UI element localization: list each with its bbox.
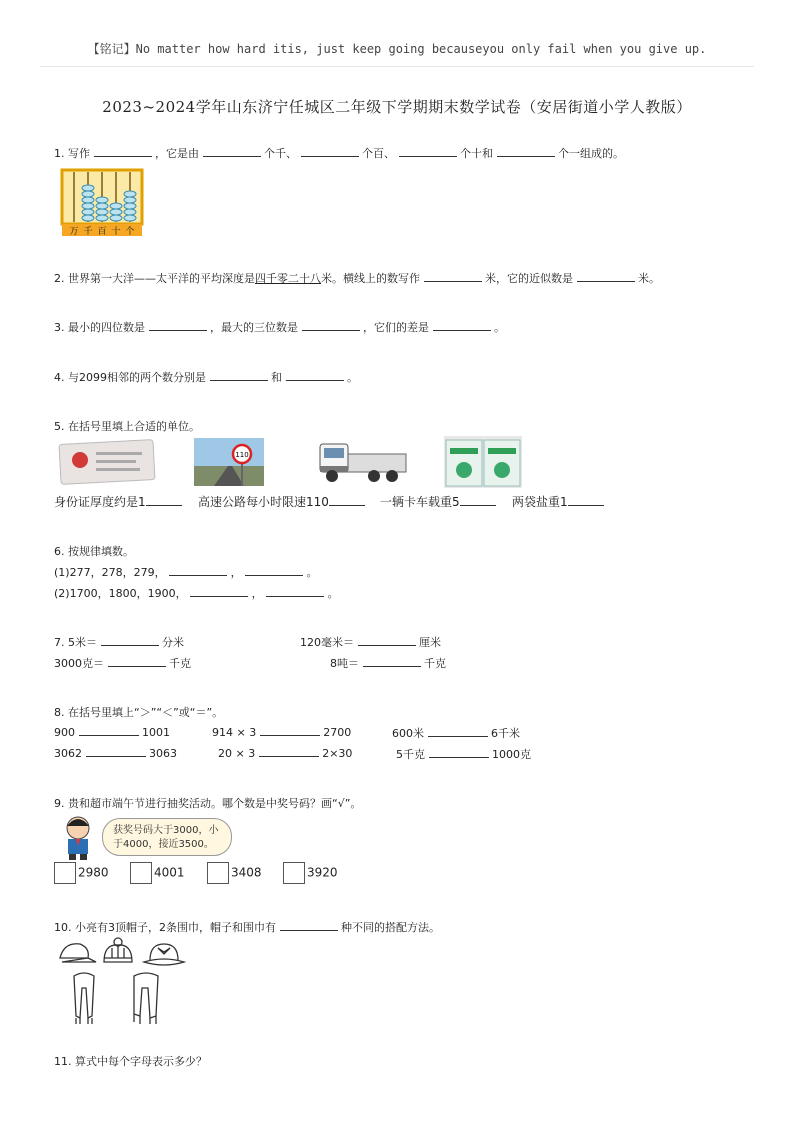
answer-blank[interactable] bbox=[149, 320, 207, 331]
q8-compare bbox=[392, 725, 520, 741]
q2-text: 米。横线上的数写作 bbox=[321, 272, 420, 285]
motto-header: 【铭记】No matter how hard itis, just keep going becauseyou only fail when you give up. bbox=[87, 42, 707, 56]
q8-left: 900 bbox=[54, 726, 75, 739]
q8-right: 6千米 bbox=[491, 727, 520, 740]
q8-compare bbox=[396, 746, 531, 762]
q10-text: 10. 小亮有3顶帽子，2条围巾，帽子和围巾有 bbox=[54, 921, 276, 934]
q6-row-text: (1)277，278，279， bbox=[54, 566, 166, 579]
q7-text: 5米＝ bbox=[68, 636, 97, 649]
q6-separator: ， bbox=[251, 587, 263, 600]
q7-unit: 千克 bbox=[169, 657, 191, 670]
question-7-row-1b bbox=[300, 634, 441, 650]
q7-text: 120毫米＝ bbox=[300, 636, 354, 649]
answer-blank[interactable] bbox=[433, 320, 491, 331]
q6-row-1 bbox=[54, 564, 318, 580]
question-5: 5. 在括号里填上合适的单位。 bbox=[54, 420, 200, 433]
option-label: 3920 bbox=[307, 865, 338, 880]
id-card-image bbox=[58, 438, 156, 486]
q1-text: 1. 写作 bbox=[54, 147, 90, 160]
option-label: 3408 bbox=[231, 865, 262, 880]
option-3408 bbox=[207, 862, 262, 884]
abacus-label: 十 bbox=[111, 227, 121, 237]
answer-blank[interactable] bbox=[146, 495, 182, 506]
q8-left: 914 × 3 bbox=[212, 726, 257, 739]
bubble-text: 获奖号码大于3000，小 bbox=[113, 825, 219, 836]
q7-unit: 厘米 bbox=[419, 636, 441, 649]
q5-item bbox=[512, 493, 604, 510]
q5-item bbox=[198, 493, 365, 510]
q7-text: 3000克＝ bbox=[54, 657, 104, 670]
answer-blank[interactable] bbox=[190, 586, 248, 597]
boy-illustration bbox=[56, 814, 102, 860]
q2-text: 2. 世界第一大洋——太平洋的平均深度是 bbox=[54, 272, 255, 285]
q6-end: 。 bbox=[327, 587, 339, 600]
answer-blank[interactable] bbox=[399, 146, 457, 157]
q6-row-text: (2)1700，1800，1900， bbox=[54, 587, 187, 600]
answer-blank[interactable] bbox=[329, 495, 365, 506]
checkbox[interactable] bbox=[207, 862, 229, 884]
question-7-row-1 bbox=[54, 634, 184, 650]
abacus-label: 个 bbox=[125, 227, 135, 237]
q8-right: 2700 bbox=[323, 726, 352, 739]
abacus-label: 百 bbox=[97, 227, 107, 237]
speed-sign-text: 110 bbox=[235, 451, 249, 459]
answer-blank[interactable] bbox=[568, 495, 604, 506]
q6-separator: ， bbox=[230, 566, 242, 579]
q4-text: 。 bbox=[347, 371, 358, 384]
hats-and-scarves-illustration bbox=[54, 936, 190, 1026]
q1-text: 个一组成的。 bbox=[558, 147, 624, 160]
answer-blank[interactable] bbox=[245, 565, 303, 576]
q5-item-text: 两袋盐重1 bbox=[512, 495, 568, 509]
answer-blank[interactable] bbox=[363, 656, 421, 667]
answer-blank[interactable] bbox=[286, 370, 344, 381]
option-3920 bbox=[283, 862, 338, 884]
q7-text: 8吨＝ bbox=[330, 657, 359, 670]
q5-item-text: 身份证厚度约是1 bbox=[54, 495, 146, 509]
q8-right: 1000克 bbox=[492, 748, 531, 761]
q5-item bbox=[54, 493, 182, 510]
q4-text: 和 bbox=[271, 371, 282, 384]
salt-bags-image bbox=[444, 436, 522, 488]
answer-blank[interactable] bbox=[460, 495, 496, 506]
question-11: 11. 算式中每个字母表示多少？ bbox=[54, 1055, 207, 1068]
q5-item bbox=[380, 493, 496, 510]
abacus-image bbox=[60, 168, 144, 238]
abacus-label: 万 bbox=[69, 227, 79, 237]
question-4 bbox=[54, 369, 358, 385]
question-8: 8. 在括号里填上“＞”“＜”或“＝”。 bbox=[54, 706, 224, 719]
answer-blank[interactable] bbox=[169, 565, 227, 576]
q8-left: 600米 bbox=[392, 727, 424, 740]
answer-blank[interactable] bbox=[101, 635, 159, 646]
answer-blank[interactable] bbox=[280, 920, 338, 931]
q8-right: 3063 bbox=[149, 747, 177, 760]
checkbox[interactable] bbox=[283, 862, 305, 884]
q10-text: 种不同的搭配方法。 bbox=[341, 921, 440, 934]
question-2 bbox=[54, 270, 660, 286]
q3-text: ，最大的三位数是 bbox=[210, 321, 298, 334]
answer-blank[interactable] bbox=[577, 271, 635, 282]
bubble-text: 于4000，接近3500。 bbox=[113, 839, 214, 850]
q1-text: 个百、 bbox=[362, 147, 395, 160]
q1-text: 个十和 bbox=[460, 147, 493, 160]
q8-compare bbox=[54, 746, 177, 760]
q7-label: 7. bbox=[54, 636, 65, 649]
answer-blank[interactable] bbox=[203, 146, 261, 157]
truck-image bbox=[316, 438, 408, 486]
checkbox[interactable] bbox=[130, 862, 152, 884]
q8-left: 3062 bbox=[54, 747, 82, 760]
q5-item-text: 高速公路每小时限速110 bbox=[198, 495, 329, 509]
answer-blank[interactable] bbox=[302, 320, 360, 331]
answer-blank[interactable] bbox=[429, 747, 489, 758]
q6-row-2 bbox=[54, 585, 339, 601]
q1-text: 个千、 bbox=[264, 147, 297, 160]
q8-compare bbox=[54, 725, 170, 739]
q2-text: 米。 bbox=[638, 272, 660, 285]
question-1 bbox=[54, 145, 624, 161]
q5-item-text: 一辆卡车载重5 bbox=[380, 495, 460, 509]
checkbox[interactable] bbox=[54, 862, 76, 884]
option-4001 bbox=[130, 862, 185, 884]
answer-blank[interactable] bbox=[86, 746, 146, 757]
q8-right: 2×30 bbox=[322, 747, 353, 760]
q8-left: 20 × 3 bbox=[218, 747, 256, 760]
question-10 bbox=[54, 919, 440, 935]
abacus-label: 千 bbox=[83, 227, 93, 237]
answer-blank[interactable] bbox=[210, 370, 268, 381]
question-7-row-2b bbox=[330, 655, 446, 671]
highway-sign-image bbox=[194, 438, 264, 486]
answer-blank[interactable] bbox=[428, 726, 488, 737]
q8-compare bbox=[212, 725, 351, 739]
option-2980 bbox=[54, 862, 109, 884]
option-label: 2980 bbox=[78, 865, 109, 880]
answer-blank[interactable] bbox=[259, 746, 319, 757]
answer-blank[interactable] bbox=[108, 656, 166, 667]
question-6: 6. 按规律填数。 bbox=[54, 545, 134, 558]
question-9: 9. 贵和超市端午节进行抽奖活动。哪个数是中奖号码？画“√”。 bbox=[54, 797, 362, 810]
answer-blank[interactable] bbox=[79, 725, 139, 736]
header-divider bbox=[40, 66, 754, 67]
q4-text: 4. 与2099相邻的两个数分别是 bbox=[54, 371, 206, 384]
q2-text: 米，它的近似数是 bbox=[485, 272, 573, 285]
answer-blank[interactable] bbox=[497, 146, 555, 157]
q6-end: 。 bbox=[306, 566, 318, 579]
answer-blank[interactable] bbox=[301, 146, 359, 157]
option-label: 4001 bbox=[154, 865, 185, 880]
question-3 bbox=[54, 319, 505, 335]
answer-blank[interactable] bbox=[266, 586, 324, 597]
answer-blank[interactable] bbox=[94, 146, 152, 157]
q7-unit: 分米 bbox=[162, 636, 184, 649]
answer-blank[interactable] bbox=[260, 725, 320, 736]
q1-text: ，它是由 bbox=[155, 147, 199, 160]
q2-underlined-number: 四千零二十八 bbox=[255, 272, 321, 285]
q7-unit: 千克 bbox=[424, 657, 446, 670]
answer-blank[interactable] bbox=[358, 635, 416, 646]
question-7-row-2 bbox=[54, 655, 191, 671]
q3-text: 。 bbox=[494, 321, 505, 334]
answer-blank[interactable] bbox=[424, 271, 482, 282]
page-title: 2023~2024学年山东济宁任城区二年级下学期期末数学试卷（安居街道小学人教版） bbox=[102, 98, 692, 116]
q8-right: 1001 bbox=[142, 726, 170, 739]
hint-speech-bubble bbox=[102, 818, 232, 856]
q8-compare bbox=[218, 746, 352, 760]
q8-left: 5千克 bbox=[396, 748, 425, 761]
q3-text: ，它们的差是 bbox=[363, 321, 429, 334]
q3-text: 3. 最小的四位数是 bbox=[54, 321, 145, 334]
